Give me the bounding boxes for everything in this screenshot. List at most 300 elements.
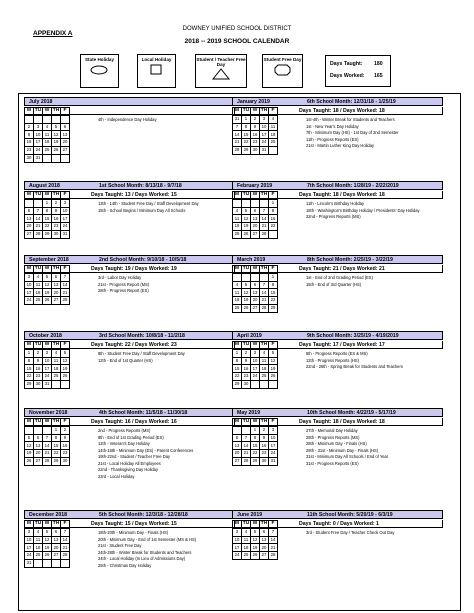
- school-month-range: 2nd School Month: 9/10/18 - 10/5/18: [99, 257, 187, 263]
- day-grid: [232, 191, 278, 239]
- day-cell: 24: [34, 146, 43, 154]
- day-cell: 8: [52, 434, 61, 442]
- month-name: September 2018: [29, 257, 69, 263]
- day-cell: 24: [61, 223, 70, 231]
- weekday-header: TU: [34, 521, 43, 529]
- day-cell: [242, 199, 251, 207]
- day-cell: 16: [52, 215, 61, 223]
- day-cell: 6: [233, 434, 242, 442]
- triangle-icon: [196, 67, 246, 81]
- day-cell: 22: [43, 223, 52, 231]
- event-item: 28th - Minimum Day - Finals (HS): [306, 441, 367, 446]
- day-cell: 2: [260, 426, 269, 434]
- day-cell: 25: [269, 139, 278, 147]
- day-cell: [25, 115, 34, 123]
- day-cell: 12: [43, 536, 52, 544]
- weekday-header: TU: [34, 266, 43, 274]
- school-month-range: 1st School Month: 8/13/18 - 9/7/18: [99, 183, 182, 189]
- day-cell: 25: [34, 297, 43, 305]
- day-cell: 17: [260, 131, 269, 139]
- school-month-range: 8th School Month: 2/25/19 - 3/22/19: [307, 257, 393, 263]
- day-cell: 12: [61, 357, 70, 365]
- day-cell: 8: [242, 123, 251, 131]
- day-grid: [232, 341, 278, 389]
- day-cell: 30: [251, 146, 260, 154]
- event-list: [306, 117, 442, 150]
- weekday-header: F: [269, 342, 278, 350]
- weekday-header: TU: [34, 192, 43, 200]
- day-cell: 2: [242, 349, 251, 357]
- day-cell: 4: [34, 273, 43, 281]
- month-block: [24, 331, 235, 400]
- day-cell: [260, 199, 269, 207]
- event-item: 20th - Minimum Day - End of 1st Semester (MS & HS): [98, 536, 197, 542]
- day-cell: 24: [25, 552, 34, 560]
- day-cell: 11: [43, 131, 52, 139]
- month-name: November 2018: [29, 410, 68, 416]
- weekday-header: M: [233, 192, 242, 200]
- day-cell: 4: [43, 123, 52, 131]
- day-cell: 16: [25, 139, 34, 147]
- day-cell: 26: [52, 146, 61, 154]
- day-cell: 18: [242, 544, 251, 552]
- day-cell: 20: [52, 544, 61, 552]
- day-cell: 10: [43, 357, 52, 365]
- day-cell: 23: [61, 450, 70, 458]
- weekday-header: TU: [242, 342, 251, 350]
- weekday-header: F: [61, 342, 70, 350]
- day-cell: 29: [269, 304, 278, 312]
- event-list: [98, 201, 234, 214]
- calendar-title: 2018 -- 2019 SCHOOL CALENDAR: [184, 38, 290, 45]
- event-item: 3rd - Labor Day Holiday: [98, 275, 142, 280]
- day-cell: 9: [52, 207, 61, 215]
- day-cell: 10: [260, 123, 269, 131]
- day-cell: 31: [34, 154, 43, 162]
- day-cell: 9: [61, 434, 70, 442]
- day-cell: 28: [233, 146, 242, 154]
- event-item: 11th - Lincoln's Birthday Holiday: [306, 201, 365, 206]
- weekday-header: TH: [260, 419, 269, 427]
- day-cell: 28: [260, 230, 269, 238]
- day-cell: 1: [269, 273, 278, 281]
- day-cell: [269, 230, 278, 238]
- event-item: 12th - Progress Reports (HS): [306, 357, 360, 363]
- day-cell: 19: [251, 544, 260, 552]
- day-cell: 20: [233, 450, 242, 458]
- month-block: [232, 181, 443, 250]
- weekday-header: W: [251, 342, 260, 350]
- day-cell: 4: [269, 115, 278, 123]
- day-cell: 10: [233, 536, 242, 544]
- day-cell: 15: [233, 365, 242, 373]
- weekday-header: TU: [242, 108, 251, 116]
- event-item: 5th - Progress Reports (ES & MS): [306, 351, 368, 356]
- day-cell: 1: [233, 349, 242, 357]
- event-item: 25th - Christmas Day Holiday: [98, 562, 152, 568]
- day-cell: 30: [52, 230, 61, 238]
- day-cell: 13: [260, 536, 269, 544]
- day-cell: 23: [34, 373, 43, 381]
- day-cell: 6: [52, 273, 61, 281]
- day-cell: [25, 426, 34, 434]
- day-cell: 25: [43, 146, 52, 154]
- event-item: 31st - Progress Reports (ES): [306, 460, 359, 466]
- weekday-header: F: [61, 266, 70, 274]
- day-grid: [232, 418, 278, 466]
- day-cell: 7: [242, 434, 251, 442]
- day-cell: 12: [25, 442, 34, 450]
- month-name: January 2019: [237, 99, 270, 105]
- summary-taught-label: Days Taught:: [330, 61, 363, 67]
- day-cell: 27: [25, 230, 34, 238]
- day-cell: 13: [251, 289, 260, 297]
- month-block: [24, 510, 235, 579]
- day-cell: 12: [242, 289, 251, 297]
- days-taught-worked-text: Days Taught: 22 / Days Worked: 23: [91, 342, 177, 348]
- school-month-range: 10th School Month: 4/22/19 - 5/17/19: [307, 410, 396, 416]
- district-name: DOWNEY UNIFIED SCHOOL DISTRICT: [182, 26, 292, 32]
- day-cell: 15: [251, 442, 260, 450]
- day-cell: 24: [260, 139, 269, 147]
- day-cell: 2: [34, 349, 43, 357]
- day-cell: 6: [34, 434, 43, 442]
- day-cell: 18: [34, 544, 43, 552]
- weekday-header: TH: [260, 521, 269, 529]
- day-cell: 22: [242, 139, 251, 147]
- day-cell: [260, 380, 269, 388]
- day-cell: [52, 115, 61, 123]
- day-cell: [34, 559, 43, 567]
- event-item: 14th-16th - Minimum Day (ES) - Parent Conferences: [98, 447, 194, 453]
- day-cell: 9: [260, 434, 269, 442]
- days-summary: [325, 55, 391, 87]
- day-cell: 5: [242, 207, 251, 215]
- day-cell: 21: [34, 223, 43, 231]
- day-cell: 21: [260, 223, 269, 231]
- event-item: 22nd - Thanksgiving Day Holiday: [98, 467, 158, 472]
- month-name: October 2018: [29, 333, 62, 339]
- day-cell: 28: [260, 304, 269, 312]
- event-item: 24th-28th - Winter Break for Students and Teachers: [98, 549, 192, 555]
- day-cell: 19: [242, 223, 251, 231]
- school-month-range: 4th School Month: 11/5/18 - 11/30/18: [99, 410, 188, 416]
- event-item: 7th - Minimum Day (HS) - 1st Day of 2nd Semester: [306, 130, 399, 135]
- month-header: [24, 408, 235, 417]
- day-cell: 10: [269, 434, 278, 442]
- month-header: [24, 331, 235, 340]
- month-name: March 2019: [237, 257, 266, 263]
- weekday-header: TH: [260, 192, 269, 200]
- day-cell: 6: [52, 528, 61, 536]
- weekday-header: M: [25, 266, 34, 274]
- school-month-range: 11th School Month: 5/20/19 - 6/3/19: [307, 512, 393, 518]
- days-taught-worked-text: Days Taught: 17 / Days Worked: 17: [299, 342, 385, 348]
- weekday-header: TU: [34, 108, 43, 116]
- event-item: 21st - Student Free Day: [98, 543, 142, 548]
- day-cell: 31: [233, 115, 242, 123]
- day-cell: 3: [34, 123, 43, 131]
- weekday-header: F: [269, 521, 278, 529]
- days-taught-worked-text: Days Taught: 19 / Days Worked: 19: [91, 266, 177, 272]
- day-cell: 24: [233, 552, 242, 560]
- weekday-header: W: [251, 266, 260, 274]
- day-cell: [52, 380, 61, 388]
- weekday-header: M: [233, 342, 242, 350]
- day-cell: 14: [233, 131, 242, 139]
- weekday-header: W: [43, 521, 52, 529]
- day-cell: 23: [242, 373, 251, 381]
- day-cell: 22: [269, 223, 278, 231]
- day-cell: 13: [251, 215, 260, 223]
- day-cell: 19: [242, 297, 251, 305]
- day-cell: 12: [269, 357, 278, 365]
- day-cell: 21: [61, 289, 70, 297]
- day-cell: [233, 273, 242, 281]
- day-cell: 5: [25, 434, 34, 442]
- day-grid: [24, 418, 70, 466]
- day-cell: 27: [251, 230, 260, 238]
- event-list: [98, 351, 234, 364]
- school-month-range: 7th School Month: 1/28/19 - 2/22/2019: [307, 183, 399, 189]
- month-block: [232, 255, 443, 324]
- day-cell: 25: [52, 373, 61, 381]
- day-cell: 17: [43, 365, 52, 373]
- day-cell: 16: [34, 365, 43, 373]
- day-cell: 11: [233, 215, 242, 223]
- day-cell: 11: [34, 281, 43, 289]
- weekday-header: W: [43, 266, 52, 274]
- weekday-header: TH: [52, 521, 61, 529]
- days-taught-worked-text: Days Taught: 16 / Days Worked: 16: [91, 419, 177, 425]
- octagon-icon: [263, 62, 302, 76]
- event-item: 19th-22nd - Student / Teacher Free Day: [98, 454, 171, 459]
- weekday-header: F: [269, 192, 278, 200]
- weekday-header: F: [269, 108, 278, 116]
- event-item: 3rd - Student Free Day / Teacher Check Out Day: [306, 530, 395, 535]
- weekday-header: W: [251, 192, 260, 200]
- day-cell: 26: [61, 373, 70, 381]
- day-cell: 3: [233, 528, 242, 536]
- day-cell: 15: [269, 215, 278, 223]
- day-cell: 22: [25, 373, 34, 381]
- day-cell: 30: [260, 457, 269, 465]
- day-cell: 13: [233, 442, 242, 450]
- day-grid: [24, 191, 70, 239]
- day-cell: 17: [25, 289, 34, 297]
- day-cell: 14: [61, 536, 70, 544]
- day-cell: 19: [52, 139, 61, 147]
- day-cell: [61, 380, 70, 388]
- day-cell: 20: [260, 544, 269, 552]
- school-month-range: 6th School Month: 12/31/18 - 1/25/19: [307, 99, 396, 105]
- square-icon: [138, 62, 175, 78]
- event-item: 22nd - 26th - Spring Break for Students and Teachers: [306, 364, 403, 369]
- day-cell: 21: [269, 544, 278, 552]
- day-cell: 4: [52, 349, 61, 357]
- event-list: [98, 428, 234, 480]
- day-cell: 25: [233, 230, 242, 238]
- day-cell: 7: [61, 273, 70, 281]
- day-cell: 6: [61, 123, 70, 131]
- day-cell: [52, 559, 61, 567]
- day-cell: 14: [260, 289, 269, 297]
- day-cell: 21: [61, 544, 70, 552]
- weekday-header: W: [43, 419, 52, 427]
- day-cell: 17: [25, 544, 34, 552]
- day-cell: 3: [260, 115, 269, 123]
- day-cell: 13: [52, 281, 61, 289]
- day-cell: 10: [61, 207, 70, 215]
- legend-student-teacher-free-day: [195, 54, 247, 88]
- summary-worked-value: 165: [374, 73, 383, 79]
- day-cell: 14: [61, 281, 70, 289]
- day-cell: 21: [233, 139, 242, 147]
- day-cell: 5: [61, 349, 70, 357]
- day-cell: 18: [233, 223, 242, 231]
- day-grid: [232, 265, 278, 313]
- day-cell: 29: [251, 457, 260, 465]
- day-cell: [52, 154, 61, 162]
- day-cell: 25: [34, 552, 43, 560]
- month-name: February 2019: [237, 183, 273, 189]
- day-cell: 6: [251, 207, 260, 215]
- day-cell: 16: [242, 365, 251, 373]
- day-cell: 11: [269, 123, 278, 131]
- day-cell: 12: [242, 215, 251, 223]
- day-cell: 25: [233, 304, 242, 312]
- day-cell: [61, 559, 70, 567]
- weekday-header: TH: [260, 266, 269, 274]
- event-item: 12th - Veteran's Day Holiday: [98, 441, 150, 446]
- day-cell: 24: [25, 297, 34, 305]
- day-cell: 3: [25, 528, 34, 536]
- day-cell: 1: [52, 426, 61, 434]
- day-cell: 20: [52, 289, 61, 297]
- summary-taught-value: 180: [374, 61, 383, 67]
- day-cell: 22: [52, 450, 61, 458]
- event-list: [306, 530, 442, 537]
- day-cell: 24: [43, 373, 52, 381]
- event-item: 31st - Minimum Day All Schools / End of Year: [306, 454, 389, 459]
- month-block: [232, 331, 443, 400]
- day-cell: 20: [25, 223, 34, 231]
- day-cell: 16: [260, 442, 269, 450]
- legend-label: Student / Teacher Free Day: [196, 57, 246, 67]
- day-cell: 19: [25, 450, 34, 458]
- school-month-range: 5th School Month: 12/3/18 - 12/28/18: [99, 512, 188, 518]
- day-cell: 12: [251, 536, 260, 544]
- day-cell: 26: [43, 297, 52, 305]
- day-cell: 22: [251, 450, 260, 458]
- days-taught-worked-text: Days Taught: 21 / Days Worked: 21: [299, 266, 385, 272]
- day-cell: 31: [269, 457, 278, 465]
- month-name: June 2019: [237, 512, 263, 518]
- day-cell: [233, 426, 242, 434]
- day-cell: 25: [242, 552, 251, 560]
- day-cell: 14: [242, 442, 251, 450]
- day-cell: 13: [25, 215, 34, 223]
- day-cell: 4: [260, 349, 269, 357]
- event-item: 23rd - Local Holiday: [98, 473, 135, 479]
- day-cell: [260, 273, 269, 281]
- day-cell: [251, 380, 260, 388]
- weekday-header: TU: [242, 521, 251, 529]
- weekday-header: M: [25, 342, 34, 350]
- day-cell: [43, 559, 52, 567]
- day-cell: 30: [61, 457, 70, 465]
- day-cell: 26: [269, 373, 278, 381]
- day-cell: 15: [43, 215, 52, 223]
- event-list: [98, 275, 234, 295]
- day-cell: 7: [34, 207, 43, 215]
- day-cell: 3: [25, 273, 34, 281]
- event-list: [98, 530, 234, 569]
- weekday-header: TH: [52, 266, 61, 274]
- weekday-header: W: [43, 192, 52, 200]
- day-cell: 7: [269, 528, 278, 536]
- legend-label: Student Free Day: [263, 57, 302, 62]
- weekday-header: M: [233, 419, 242, 427]
- day-cell: [61, 115, 70, 123]
- event-item: 27th - Memorial Day Holiday: [306, 428, 358, 433]
- day-cell: 1: [242, 115, 251, 123]
- day-cell: 25: [260, 373, 269, 381]
- month-block: [232, 408, 443, 477]
- weekday-header: M: [25, 108, 34, 116]
- day-cell: 29: [242, 146, 251, 154]
- weekday-header: F: [61, 192, 70, 200]
- event-item: 18th - Washington's Birthday Holiday / Presidents' Day Holiday: [306, 207, 420, 213]
- month-header: [24, 181, 235, 190]
- weekday-header: W: [251, 108, 260, 116]
- days-taught-worked-text: Days Taught: 0 / Days Worked: 1: [299, 521, 379, 527]
- event-list: [306, 428, 442, 467]
- day-cell: 28: [43, 457, 52, 465]
- day-cell: 31: [260, 146, 269, 154]
- day-cell: 2: [251, 115, 260, 123]
- day-cell: 18: [233, 297, 242, 305]
- day-cell: 27: [34, 457, 43, 465]
- weekday-header: W: [251, 521, 260, 529]
- weekday-header: F: [61, 108, 70, 116]
- school-month-range: 9th School Month: 3/25/19 - 4/19/2019: [307, 333, 399, 339]
- weekday-header: M: [25, 521, 34, 529]
- day-cell: 28: [34, 230, 43, 238]
- month-header: [232, 255, 443, 264]
- day-cell: 16: [61, 442, 70, 450]
- day-cell: 3: [43, 349, 52, 357]
- day-cell: 18: [43, 139, 52, 147]
- day-cell: [34, 115, 43, 123]
- day-cell: 26: [43, 552, 52, 560]
- month-block: [24, 97, 235, 166]
- month-name: April 2019: [237, 333, 262, 339]
- event-list: [306, 275, 442, 288]
- day-cell: 13: [61, 131, 70, 139]
- day-cell: 13: [34, 442, 43, 450]
- day-cell: 11: [34, 536, 43, 544]
- month-header: [24, 255, 235, 264]
- event-item: 15th - End of 3rd Quarter (HS): [306, 281, 362, 287]
- month-block: [24, 408, 235, 477]
- weekday-header: TH: [260, 342, 269, 350]
- day-cell: 29: [43, 230, 52, 238]
- event-item: 21st - Martin Luther King Day Holiday: [306, 143, 375, 148]
- day-cell: 18: [269, 131, 278, 139]
- day-cell: 14: [43, 442, 52, 450]
- days-taught-worked-text: Days Taught: 13 / Days Worked: 15: [91, 192, 177, 198]
